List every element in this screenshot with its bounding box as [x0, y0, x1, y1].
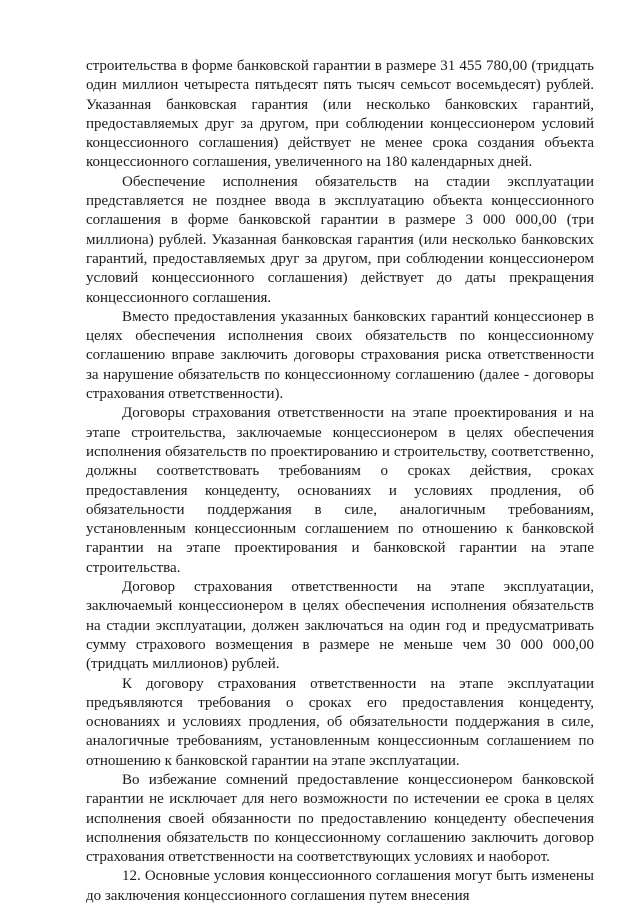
paragraph-insurance-operation: Договор страхования ответственности на этапе эксплуатации, заключаемый концессионером в целях обеспечения исполнения обязательств на стадии эксплуатации, должен заключаться на один год и предусматривать сумму страхового возмещения в размере не меньше чем 30 000 000,00 (тридцать миллионов) рублей.: [86, 579, 594, 673]
paragraph-insurance-design-construction: Договоры страхования ответственности на этапе проектирования и на этапе строительства, заключаемые концессионером в целях обеспечения исполнения обязательств по проектированию и строительству, соответственно, должны соответствовать требованиям о сроках действия, сроках предоставления концеденту, основаниях и условиях продления, об обязательности поддержания в силе, аналогичным требованиям, установленным концессионным соглашением по отношению к банковской гарантии на этапе проектирования и банковской гарантии на этапе строительства.: [86, 405, 594, 576]
paragraph-guarantee-insurance-switch: Во избежание сомнений предоставление концессионером банковской гарантии не исключает для него возможности по истечении ее срока в целях исполнения своей обязанности по предоставлению концеденту обеспечения исполнения обязательств по концессионному соглашению заключить договор страхования ответственности на соответствующих условиях и наоборот.: [86, 771, 594, 866]
document-body: [86, 57, 594, 906]
paragraph-bank-guarantee-construction: строительства в форме банковской гарантии в размере 31 455 780,00 (тридцать один миллион четыреста пятьдесят пять тысяч семьсот восемьдесят) рублей. Указанная банковская гарантия (или несколько банковских гарантий, предоставляемых друг за другом, при соблюдении концессионером условий концессионного соглашения) действует не менее срока создания объекта концессионного соглашения, увеличенного на 180 календарных дней.: [86, 58, 594, 171]
paragraph-insurance-alternative: Вместо предоставления указанных банковских гарантий концессионер в целях обеспечения исполнения своих обязательств по концессионному соглашению вправе заключить договоры страхования риска ответственности за нарушение обязательств по концессионному соглашению (далее - договоры страхования ответственности).: [86, 308, 594, 403]
paragraph-insurance-operation-requirements: К договору страхования ответственности на этапе эксплуатации предъявляются требования о сроках его предоставления концеденту, основаниях и условиях продления, об обязательности поддержания в силе, аналогичные требованиям, установленным концессионным соглашением по отношению к банковской гарантии на этапе эксплуатации.: [86, 675, 594, 769]
paragraph-clause-12: 12. Основные условия концессионного соглашения могут быть изменены до заключения концессионного соглашения путем внесения: [86, 868, 594, 904]
paragraph-operation-guarantee: Обеспечение исполнения обязательств на стадии эксплуатации представляется не позднее ввода в эксплуатацию объекта концессионного соглашения в форме банковской гарантии в размере 3 000 000,00 (три миллиона) рублей. Указанная банковская гарантия (или несколько банковских гарантий, предоставляемых друг за другом, при соблюдении концессионером условий концессионного соглашения) действует до даты прекращения концессионного соглашения.: [86, 173, 594, 306]
